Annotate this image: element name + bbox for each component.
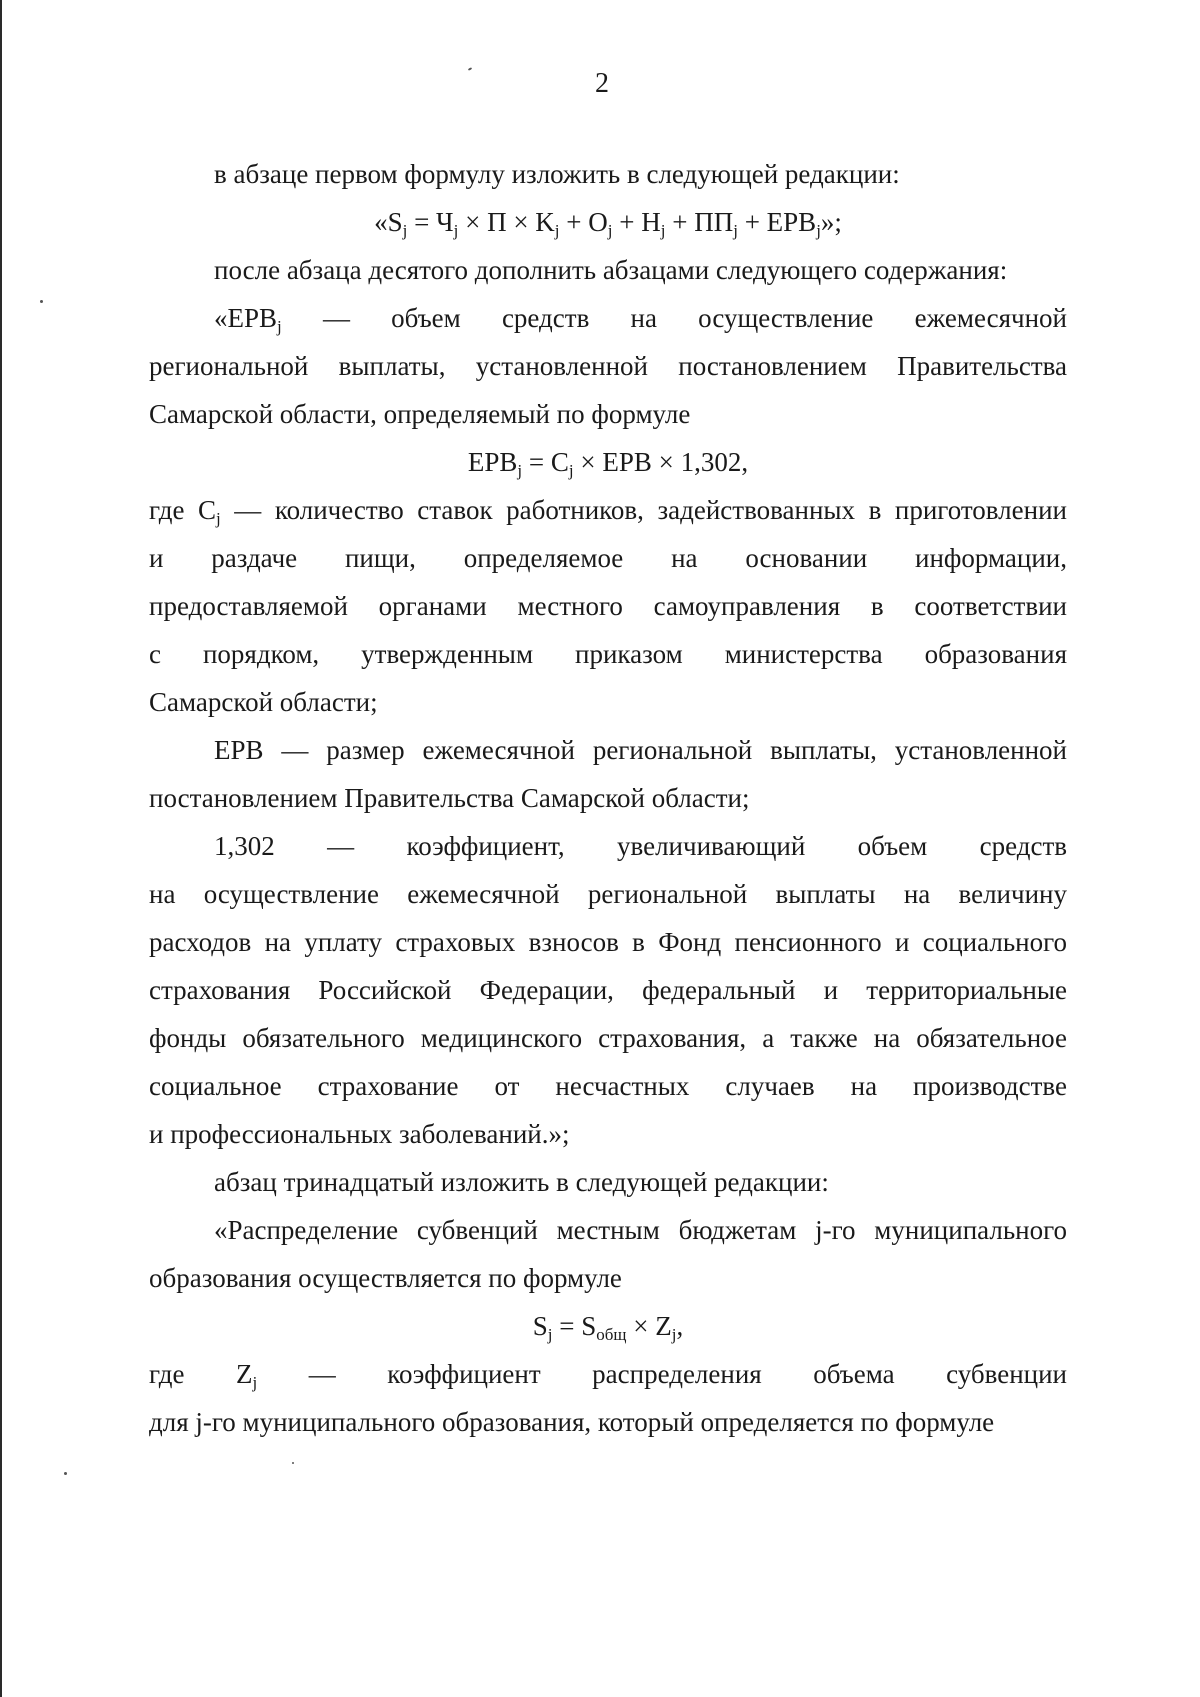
text-line: «Распределение субвенций местным бюджетам j-го муниципального	[214, 1215, 1067, 1245]
text-line: после абзаца десятого дополнить абзацами следующего содержания:	[214, 255, 1008, 285]
text-line: где $C_j$ — количество ставок работников, задействованных в приготовлении	[149, 495, 1067, 528]
formula-line: $ЕРВ_j = C_j$ × ЕРВ × 1,302,	[467, 447, 749, 480]
scan-mark	[40, 300, 43, 303]
text-line: «$ЕРВ_j$ — объем средств на осуществление ежемесячной	[214, 303, 1067, 336]
text-line: предоставляемой органами местного самоуправления в соответствии	[149, 591, 1067, 621]
page-number: 2	[595, 68, 609, 99]
scan-mark	[292, 1462, 294, 1464]
text-line: 1,302 — коэффициент, увеличивающий объем средств	[214, 831, 1067, 861]
text-line: и профессиональных заболеваний.»;	[149, 1119, 570, 1149]
text-line: и раздаче пищи, определяемое на основании информации,	[149, 543, 1067, 573]
text-line: постановлением Правительства Самарской области;	[149, 783, 750, 813]
document-body	[149, 150, 1067, 1446]
text-line: социальное страхование от несчастных случаев на производстве	[149, 1071, 1067, 1101]
text-line: страхования Российской Федерации, федеральный и территориальные	[149, 975, 1067, 1005]
text-line: образования осуществляется по формуле	[149, 1263, 622, 1293]
text-line: где $Z_j$ — коэффициент распределения объема субвенции	[149, 1359, 1068, 1392]
text-line: Самарской области;	[149, 687, 378, 717]
text-line: расходов на уплату страховых взносов в Фонд пенсионного и социального	[149, 927, 1067, 957]
scan-mark	[64, 1472, 67, 1475]
formula-line: $S_j = S_{общ} \times Z_j$,	[532, 1311, 684, 1344]
text-line: в абзаце первом формулу изложить в следующей редакции:	[214, 159, 900, 189]
text-line: с порядком, утвержденным приказом министерства образования	[149, 639, 1067, 669]
text-line: ЕРВ — размер ежемесячной региональной выплаты, установленной	[214, 735, 1067, 765]
text-line: фонды обязательного медицинского страхования, а также на обязательное	[149, 1023, 1067, 1053]
text-line: на осуществление ежемесячной региональной выплаты на величину	[149, 879, 1067, 909]
formula-line: «$S_j = Ч_j \times П \times K_j + O_j + H_j + ПП_j + ЕРВ_j$»;	[374, 207, 842, 240]
text-line: региональной выплаты, установленной постановлением Правительства	[149, 351, 1067, 381]
text-line: Самарской области, определяемый по формуле	[149, 399, 691, 429]
text-line: для j-го муниципального образования, который определяется по формуле	[149, 1407, 995, 1437]
text-line: абзац тринадцатый изложить в следующей редакции:	[214, 1167, 829, 1197]
